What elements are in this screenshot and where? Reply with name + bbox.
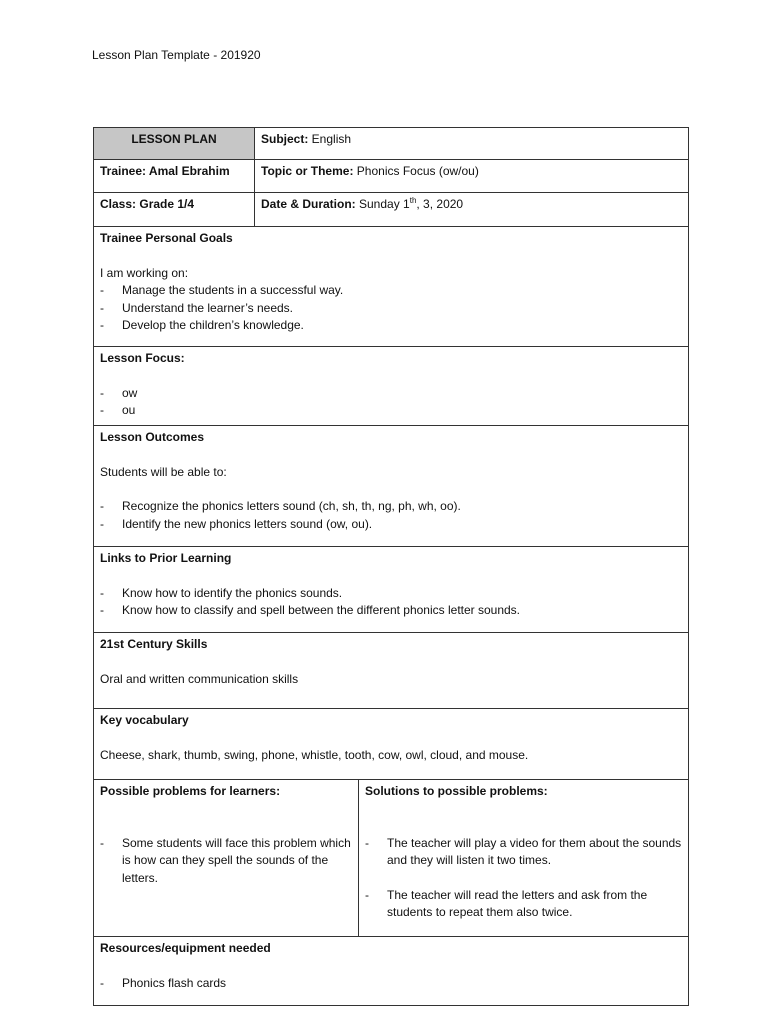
lesson-outcomes-intro: Students will be able to: xyxy=(100,464,227,479)
topic-value: Phonics Focus (ow/ou) xyxy=(353,164,479,178)
lesson-focus-heading: Lesson Focus: xyxy=(100,351,185,365)
skills-section xyxy=(93,632,689,709)
prior-learning-heading: Links to Prior Learning xyxy=(100,551,232,565)
list-item: - The teacher will play a video for them about the sounds and they will listen it two times. xyxy=(365,835,682,870)
subject-value: English xyxy=(308,132,352,146)
skills-text: Oral and written communication skills xyxy=(100,671,299,686)
resources-section xyxy=(93,936,689,1006)
lesson-outcomes-section xyxy=(93,425,689,547)
list-item: - Some students will face this problem which is how can they spell the sounds of the letters. xyxy=(100,835,352,888)
list-item: - Phonics flash cards xyxy=(100,975,682,993)
resources-list xyxy=(100,975,682,993)
list-item: - Know how to identify the phonics sounds. xyxy=(100,585,682,603)
list-item: - Know how to classify and spell between the different phonics letter sounds. xyxy=(100,602,682,620)
problems-heading: Possible problems for learners: xyxy=(100,784,281,798)
personal-goals-list xyxy=(100,282,682,335)
lesson-focus-section xyxy=(93,346,689,426)
trainee-label: Trainee: xyxy=(100,164,147,178)
date-value-sup: th xyxy=(409,196,417,205)
lesson-plan-cell xyxy=(93,127,255,160)
date-value-pre: Sunday 1 xyxy=(355,197,410,211)
list-item: - Understand the learner’s needs. xyxy=(100,300,682,318)
skills-heading: 21st Century Skills xyxy=(100,637,208,651)
prior-learning-section xyxy=(93,546,689,633)
lesson-plan-label: LESSON PLAN xyxy=(131,132,217,146)
class-value: Grade 1/4 xyxy=(136,197,195,211)
lesson-focus-list xyxy=(100,385,682,420)
list-item: - ou xyxy=(100,402,682,420)
date-value-post: , 3, 2020 xyxy=(416,197,464,211)
trainee-cell xyxy=(93,159,255,193)
subject-cell xyxy=(254,127,689,160)
list-item: - Identify the new phonics letters sound (ow, ou). xyxy=(100,516,682,534)
list-item: - The teacher will read the letters and ask from the students to repeat them also twice. xyxy=(365,887,682,922)
date-cell xyxy=(254,192,689,227)
solutions-heading: Solutions to possible problems: xyxy=(365,784,548,798)
problems-list xyxy=(100,835,352,888)
personal-goals-intro: I am working on: xyxy=(100,265,189,280)
resources-heading: Resources/equipment needed xyxy=(100,941,271,955)
prior-learning-list xyxy=(100,585,682,620)
list-item: - Develop the children’s knowledge. xyxy=(100,317,682,335)
date-label: Date & Duration: xyxy=(261,197,356,211)
vocabulary-section xyxy=(93,708,689,780)
trainee-value: Amal Ebrahim xyxy=(146,164,230,178)
vocabulary-text: Cheese, shark, thumb, swing, phone, whistle, tooth, cow, owl, cloud, and mouse. xyxy=(100,747,529,762)
document-header: Lesson Plan Template - 201920 xyxy=(92,48,261,62)
personal-goals-heading: Trainee Personal Goals xyxy=(100,231,233,245)
solutions-list xyxy=(365,835,682,922)
topic-label: Topic or Theme: xyxy=(261,164,354,178)
list-item: - Recognize the phonics letters sound (ch, sh, th, ng, ph, wh, oo). xyxy=(100,498,682,516)
personal-goals-section xyxy=(93,226,689,347)
class-label: Class: xyxy=(100,197,137,211)
list-item: - Manage the students in a successful way. xyxy=(100,282,682,300)
list-item: - ow xyxy=(100,385,682,403)
subject-label: Subject: xyxy=(261,132,309,146)
lesson-outcomes-heading: Lesson Outcomes xyxy=(100,430,205,444)
spacer xyxy=(365,870,682,887)
vocabulary-heading: Key vocabulary xyxy=(100,713,189,727)
problems-section xyxy=(93,779,359,937)
solutions-section xyxy=(358,779,689,937)
class-cell xyxy=(93,192,255,227)
lesson-outcomes-list xyxy=(100,498,682,533)
topic-cell xyxy=(254,159,689,193)
